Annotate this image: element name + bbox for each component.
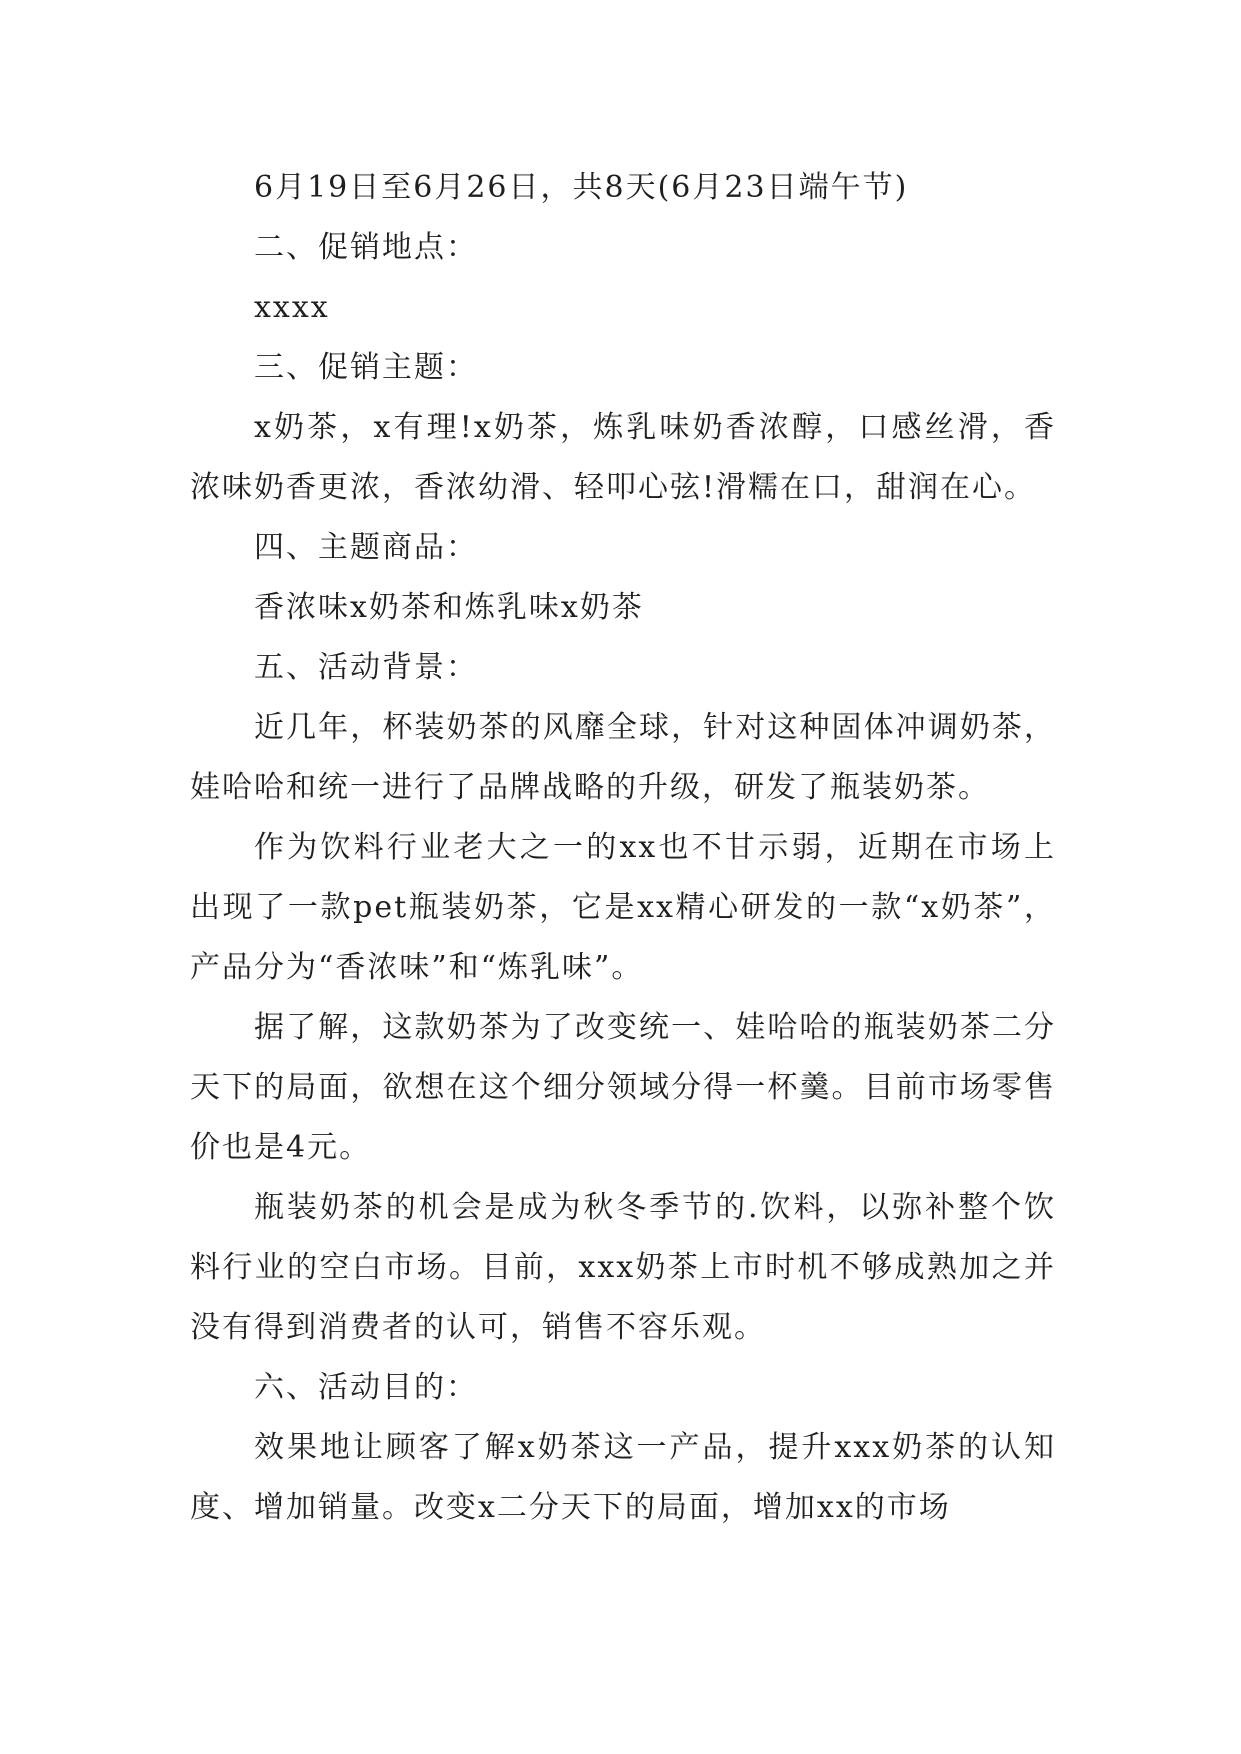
paragraph-location: xxxx [254,290,330,325]
heading-promotion-theme: 三、促销主题： [254,350,478,385]
paragraph-background-2: 作为饮料行业老大之一的xx也不甘示弱，近期在市场上出现了一款pet瓶装奶茶，它是xx精心研发的一款“x奶茶”，产品分为“香浓味”和“炼乳味”。 [190,830,1056,985]
paragraph-theme: x奶茶，x有理!x奶茶，炼乳味奶香浓醇，口感丝滑，香浓味奶香更浓，香浓幼滑、轻叩心弦!滑糯在口，甜润在心。 [190,410,1056,505]
paragraph-date-range: 6月19日至6月26日，共8天(6月23日端午节) [254,170,909,205]
paragraph-products: 香浓味x奶茶和炼乳味x奶茶 [254,590,644,625]
heading-activity-background: 五、活动背景： [254,650,478,685]
paragraph-background-3: 据了解，这款奶茶为了改变统一、娃哈哈的瓶装奶茶二分天下的局面，欲想在这个细分领域分得一杯羹。目前市场零售价也是4元。 [190,1010,1056,1165]
heading-promotion-location: 二、促销地点： [254,230,478,265]
paragraph-background-1: 近几年，杯装奶茶的风靡全球，针对这种固体冲调奶茶，娃哈哈和统一进行了品牌战略的升级，研发了瓶装奶茶。 [190,710,1056,805]
heading-theme-products: 四、主题商品： [254,530,478,565]
heading-activity-purpose: 六、活动目的： [254,1370,478,1405]
document-body [190,158,1056,1538]
paragraph-background-4: 瓶装奶茶的机会是成为秋冬季节的.饮料，以弥补整个饮料行业的空白市场。目前，xxx奶茶上市时机不够成熟加之并没有得到消费者的认可，销售不容乐观。 [190,1190,1056,1345]
paragraph-purpose: 效果地让顾客了解x奶茶这一产品，提升xxx奶茶的认知度、增加销量。改变x二分天下的局面，增加xx的市场 [190,1430,1056,1525]
